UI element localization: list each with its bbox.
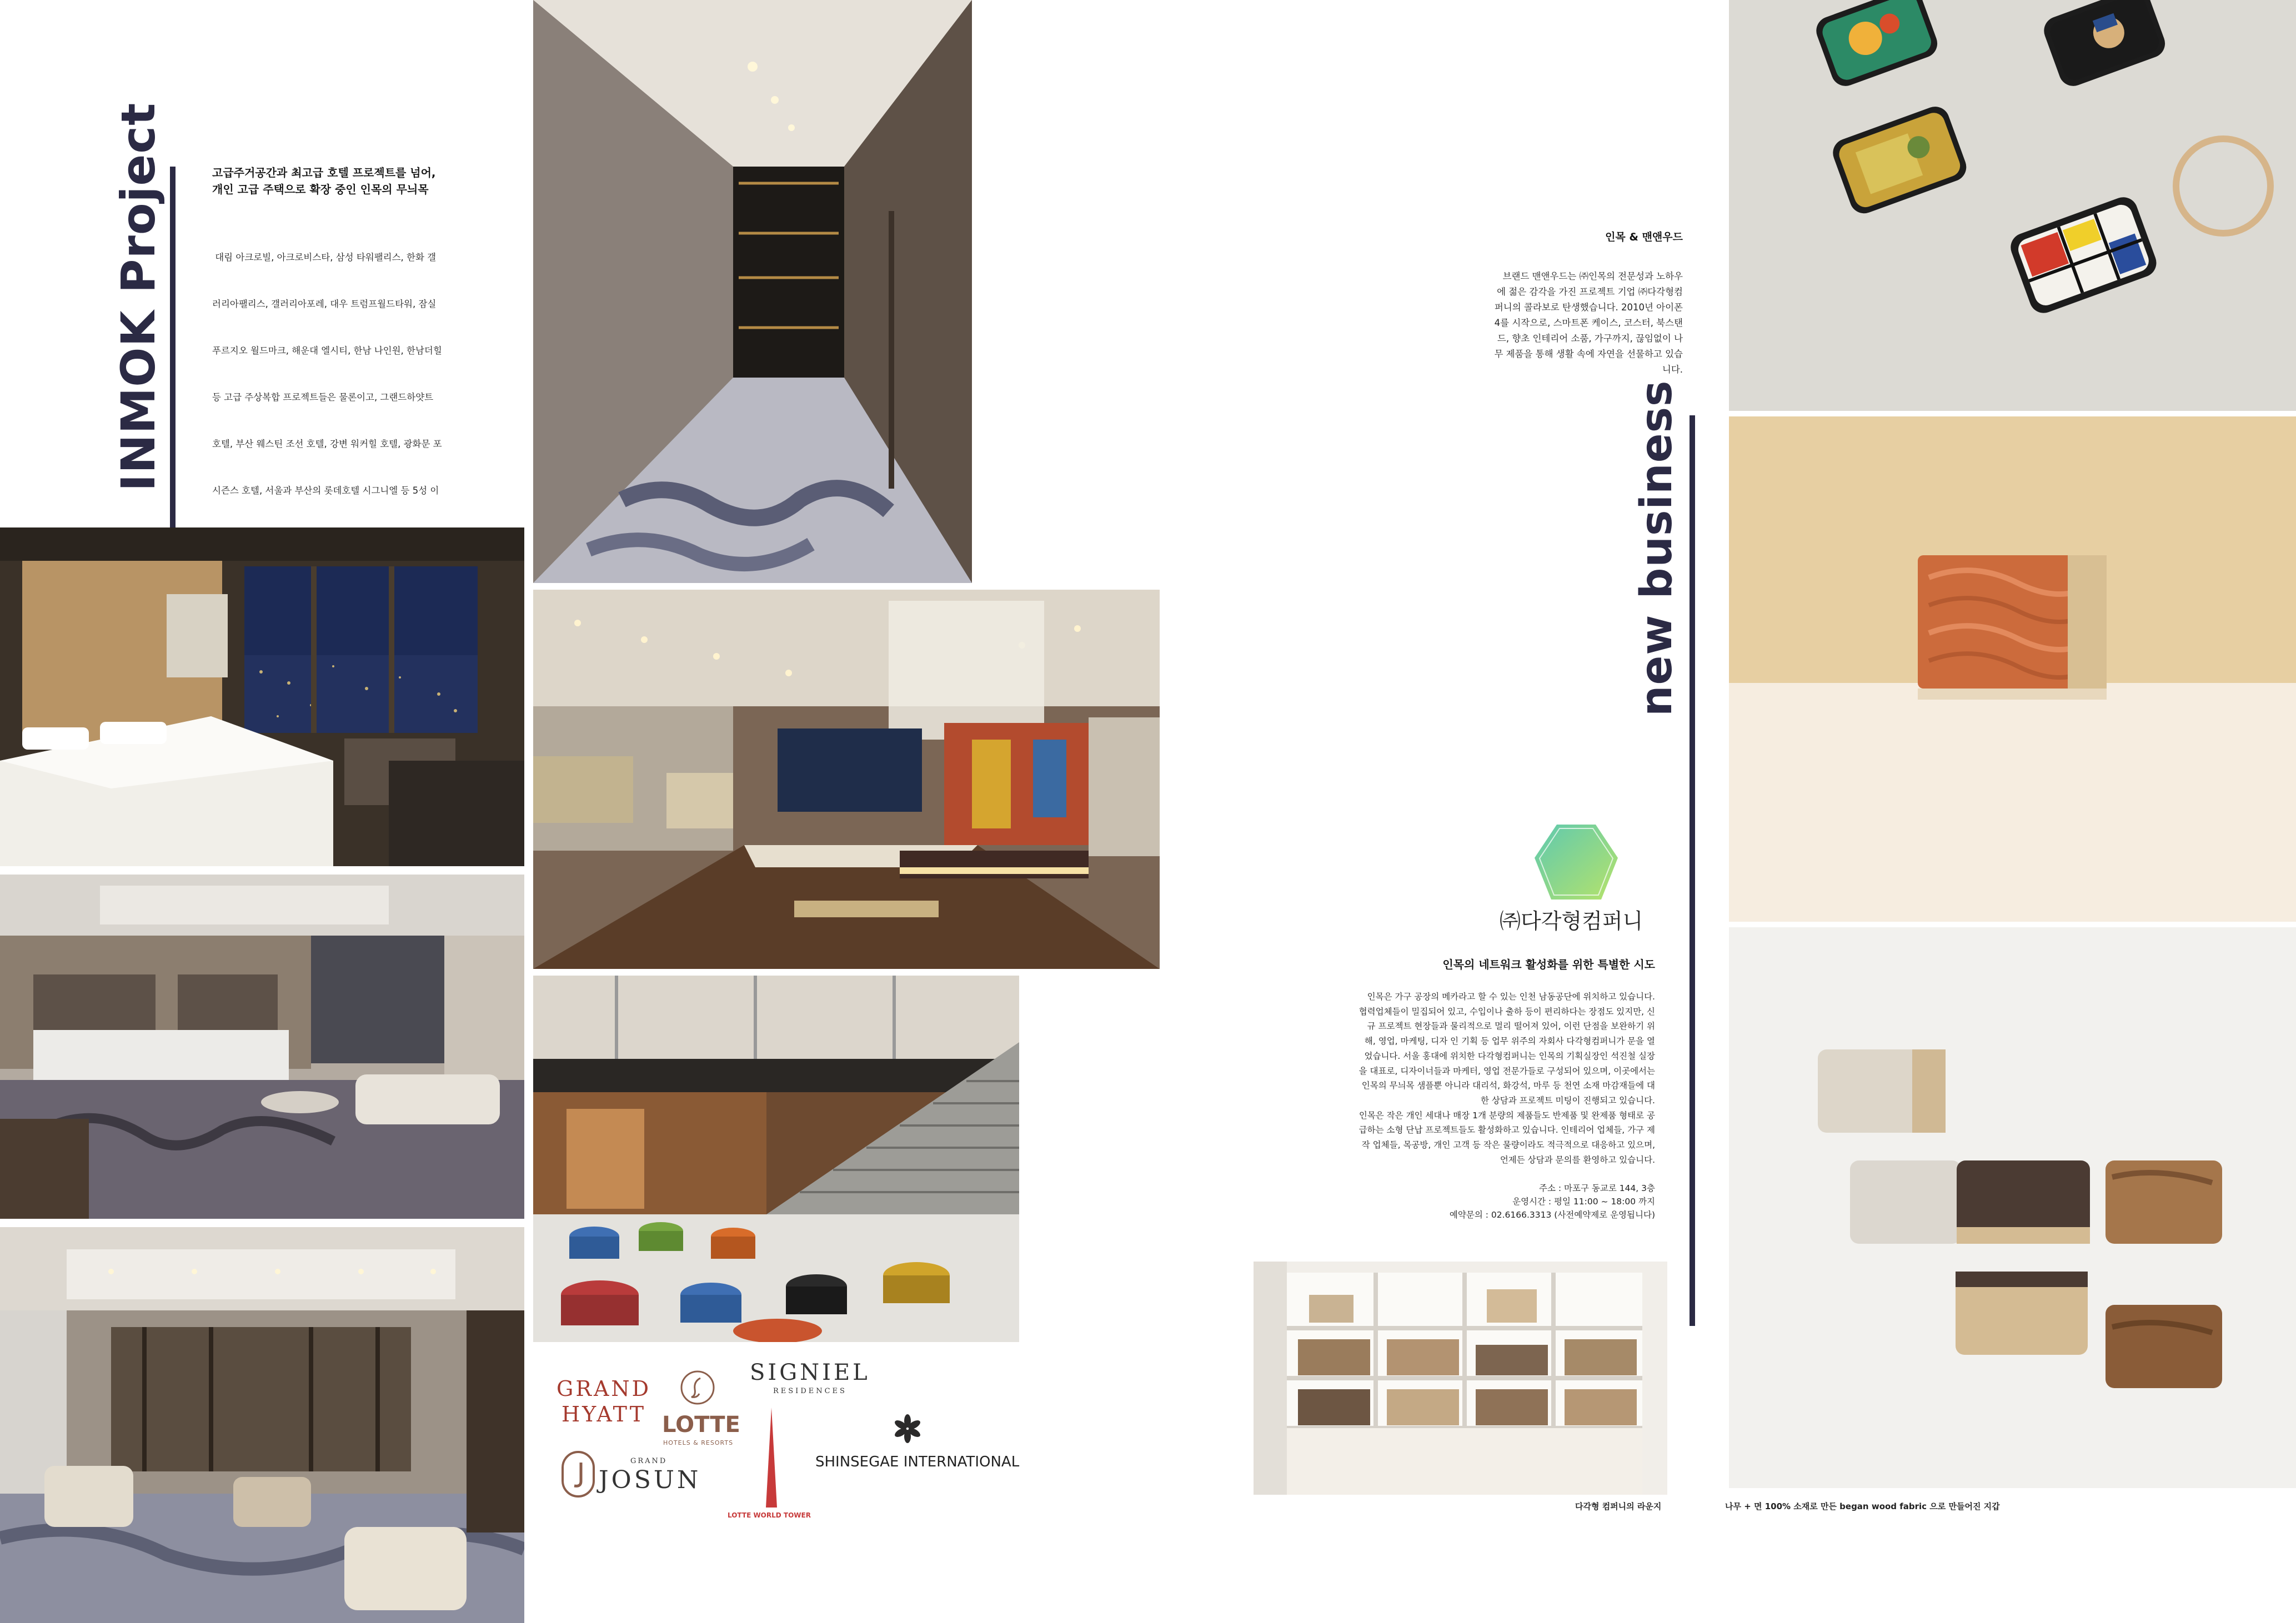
brand-line: 브랜드 맨앤우드는 ㈜인목의 전문성과 노하우 <box>1502 271 1683 282</box>
paragraph-line: 등 고급 주상복합 프로젝트들은 물론이고, 그랜드하얏트 <box>212 392 434 403</box>
grand-hyatt-logo <box>557 1376 651 1427</box>
network-line: 을 대표로, 디자이너들과 마케터, 영업 전문가들로 구성되어 있으며, 이곳에서는 <box>1358 1066 1655 1076</box>
hotel-bedroom-night-photo <box>0 527 524 866</box>
reservation-text: 예약문의 : 02.6166.3313 (사전예약제로 운영됩니다) <box>1449 1210 1655 1220</box>
network-line: 협력업체들이 밀집되어 있고, 수입이나 출하 등이 편리하다는 장점도 있지만, 신 <box>1358 1006 1655 1017</box>
hotel-lobby-photo <box>533 590 1160 969</box>
network-line: 한 상담과 프로젝트 미팅이 진행되고 있습니다. <box>1480 1095 1655 1106</box>
right-title-bar <box>1690 415 1695 1326</box>
lotte-logo-text: LOTTE <box>662 1412 740 1438</box>
company-logo-text: ㈜다각형컴퍼니 <box>1500 909 1643 933</box>
left-headline <box>212 164 512 198</box>
network-line: 언제든 상담과 문의를 환영하고 있습니다. <box>1500 1154 1655 1165</box>
brand-line: 4를 시작으로, 스마트폰 케이스, 코스터, 북스탠 <box>1494 318 1683 328</box>
hours-text: 운영시간 : 평일 11:00 ~ 18:00 까지 <box>1512 1197 1655 1207</box>
network-line: 인목은 가구 공장의 메카라고 할 수 있는 인천 남동공단에 위치하고 있습니다. <box>1367 992 1655 1002</box>
lotte-emblem-icon <box>680 1370 715 1405</box>
paragraph-line: 푸르지오 월드마크, 해운대 엘시티, 한남 나인원, 한남더힐 <box>212 345 442 356</box>
grand-josun-logo-text: JOSUN <box>599 1466 701 1494</box>
brand-line: 무 제품을 통해 생활 속에 자연을 선물하고 있습 <box>1494 349 1683 359</box>
network-heading: 인목의 네트워크 활성화를 위한 특별한 시도 <box>1442 958 1655 971</box>
network-line: 규 프로젝트 현장들과 물리적으로 멀리 떨어져 있어, 이런 단점을 보완하기 위 <box>1367 1021 1655 1032</box>
shinsegae-flower-icon <box>892 1413 923 1444</box>
right-vertical-title: new business <box>1632 380 1682 716</box>
signiel-logo-subtext: RESIDENCES <box>773 1387 847 1395</box>
network-line: 해, 영업, 마케팅, 디자 인 기획 등 업무 위주의 자회사 다각형컴퍼니가 문을 열 <box>1364 1036 1655 1047</box>
paragraph-line: 호텔, 부산 웨스틴 조선 호텔, 강변 워커힐 호텔, 광화문 포 <box>212 439 442 449</box>
atrium-stairs-photo <box>533 976 1019 1342</box>
left-headline-line: 고급주거공간과 최고급 호텔 프로젝트를 넘어, <box>212 166 436 179</box>
brand-line: 드, 향초 인테리어 소품, 가구까지, 끊임없이 나 <box>1497 333 1683 344</box>
lotte-logo-subtext: HOTELS & RESORTS <box>663 1439 734 1446</box>
brand-line: 퍼니의 콜라보로 탄생했습니다. 2010년 아이폰 <box>1494 302 1683 313</box>
brand-text-block <box>1422 229 1683 378</box>
contact-info <box>1211 1182 1655 1222</box>
wood-card-wallets-photo <box>1729 927 2296 1488</box>
brand-heading: 인목 & 맨앤우드 <box>1605 231 1683 243</box>
signiel-logo-text: SIGNIEL <box>750 1360 870 1385</box>
network-text-block <box>1211 956 1655 1222</box>
phone-cases-photo <box>1729 0 2296 411</box>
lotte-world-tower-icon <box>765 1408 778 1510</box>
company-hexagon-logo-icon <box>1532 822 1621 905</box>
caption-fabric: 나무 + 면 100% 소재로 만든 began wood fabric 으로 만들어진 지갑 <box>1725 1501 2000 1511</box>
network-line: 인목의 무늬목 샘플뿐 아니라 대리석, 화강석, 마루 등 천연 소재 마감재들에 대 <box>1361 1081 1655 1091</box>
corridor-photo <box>533 0 972 583</box>
left-vertical-title: INMOK Project <box>111 102 166 491</box>
network-line: 작 업체들, 목공방, 개인 고객 등 작은 물량이라도 적극적으로 대응하고 있으며, <box>1361 1140 1655 1150</box>
grand-hyatt-line1: GRAND <box>557 1376 651 1401</box>
network-line: 었습니다. 서울 홍대에 위치한 다각형컴퍼니는 인목의 기획실장인 석진철 실장 <box>1364 1051 1655 1061</box>
network-line: 인목은 작은 개인 세대나 매장 1개 분량의 제품들도 반제품 및 완제품 형태로 공 <box>1358 1110 1655 1120</box>
paragraph-line: 시즌스 호텔, 서울과 부산의 롯데호텔 시그니엘 등 5성 이 <box>212 485 439 496</box>
hotel-lounge-photo <box>0 1227 524 1623</box>
brand-line: 니다. <box>1662 364 1683 375</box>
caption-lounge: 다각형 컴퍼니의 라운지 <box>1575 1501 1662 1511</box>
brand-paragraph <box>1422 269 1683 378</box>
grand-josun-small-text: GRAND <box>630 1457 668 1465</box>
lounge-bookshelf-photo <box>1254 1262 1667 1495</box>
brand-line: 에 젊은 감각을 가진 프로젝트 기업 ㈜다각형컴 <box>1497 287 1683 297</box>
left-headline-line: 개인 고급 주택으로 확장 중인 인목의 무늬목 <box>212 183 429 196</box>
lotte-world-tower-text: LOTTE WORLD TOWER <box>728 1511 811 1519</box>
network-paragraph <box>1211 989 1655 1167</box>
hotel-twin-room-photo <box>0 875 524 1219</box>
grand-hyatt-line2: HYATT <box>562 1402 646 1426</box>
wood-wallet-photo <box>1729 416 2296 922</box>
paragraph-line: 대림 아크로빌, 아크로비스타, 삼성 타워팰리스, 한화 갤 <box>212 252 437 263</box>
grand-josun-emblem-icon <box>561 1450 595 1498</box>
paragraph-line: 러리아팰리스, 갤러리아포레, 대우 트럼프월드타워, 잠실 <box>212 299 437 309</box>
address-text: 주소 : 마포구 동교로 144, 3층 <box>1539 1183 1655 1194</box>
network-line: 급하는 소형 단납 프로젝트들도 활성화하고 있습니다. 인테리어 업체들, 가구 제 <box>1358 1125 1655 1135</box>
shinsegae-logo-text: SHINSEGAE INTERNATIONAL <box>815 1454 1020 1470</box>
